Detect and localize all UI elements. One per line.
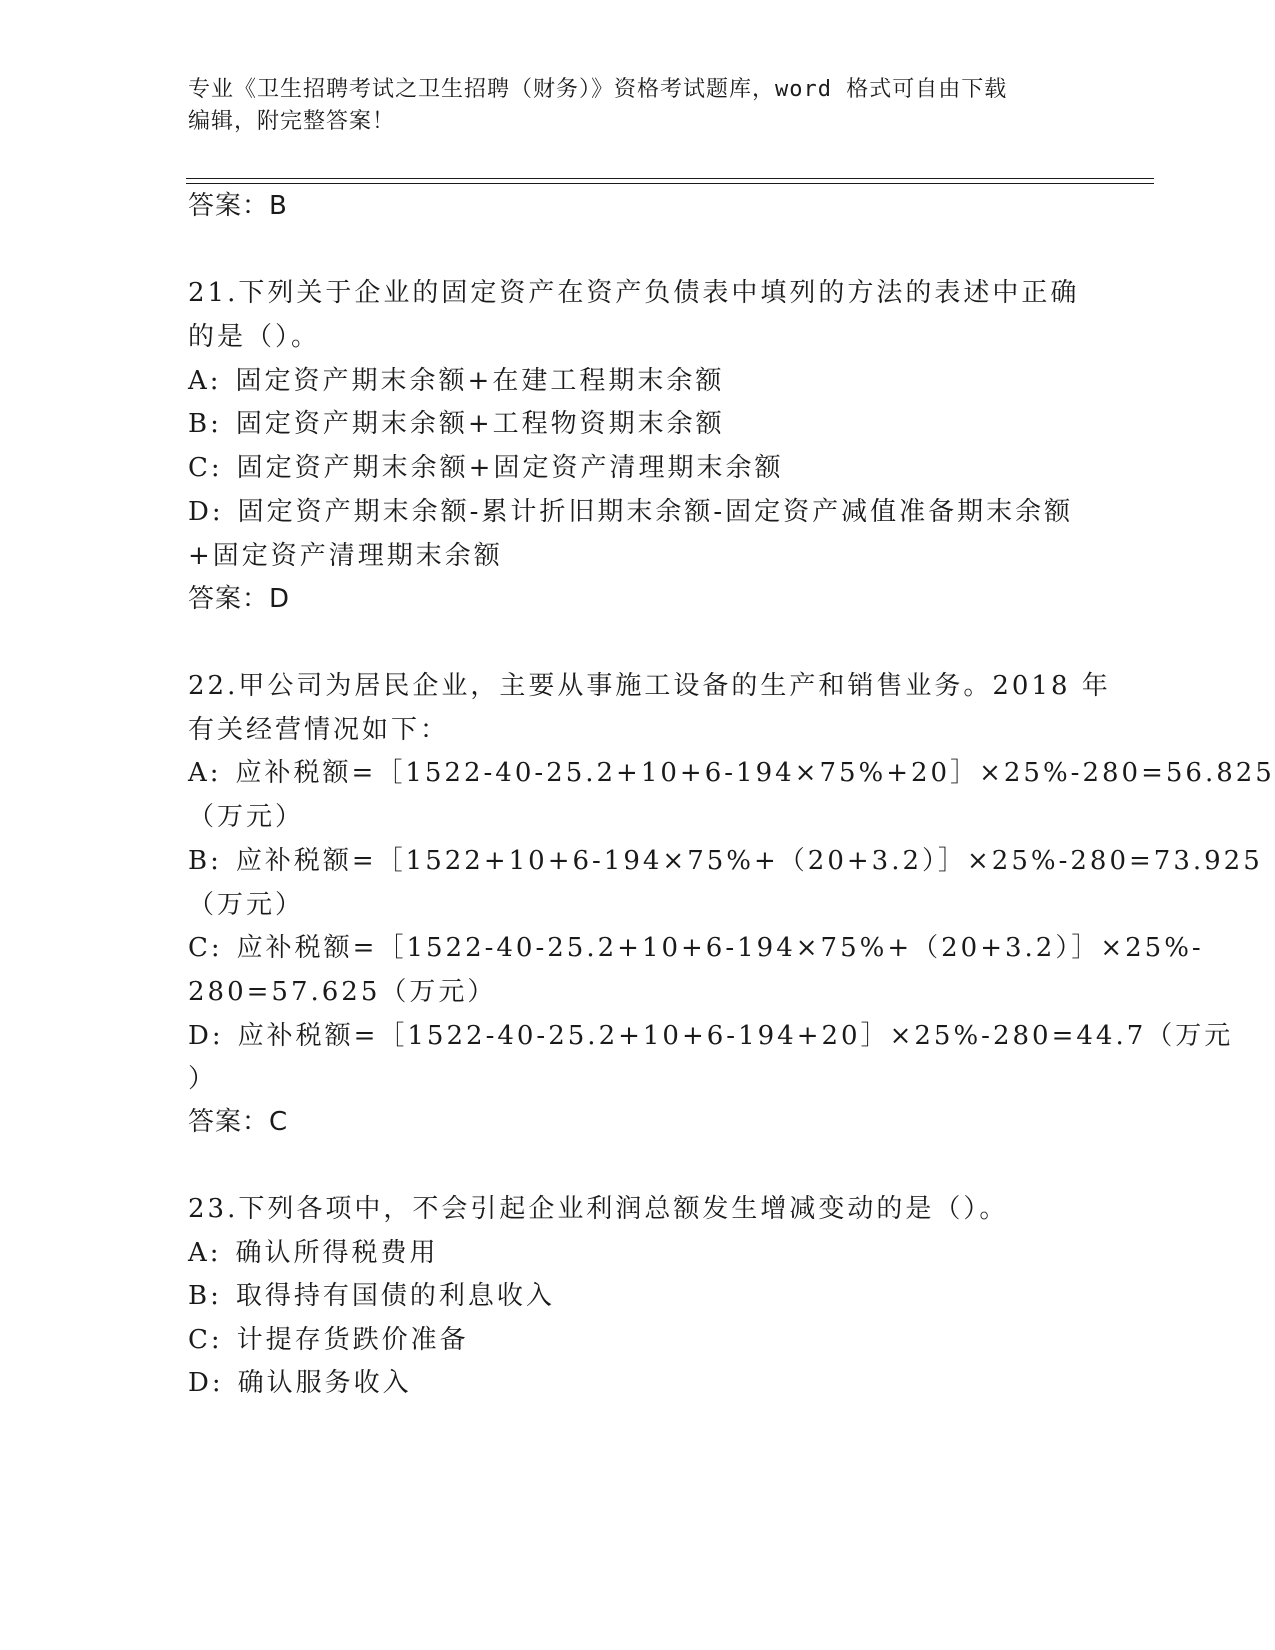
answer-line-21 bbox=[188, 578, 290, 615]
option-23-a bbox=[188, 1232, 439, 1269]
option-key: A: bbox=[188, 758, 222, 788]
document-header bbox=[188, 74, 1088, 138]
question-23-line-1: 23.下列各项中，不会引起企业利润总额发生增减变动的是（）。 bbox=[188, 1194, 1009, 1224]
option-22-b-continued: （万元） bbox=[188, 890, 305, 920]
option-21-a bbox=[188, 360, 724, 397]
answer-value: B bbox=[269, 191, 288, 221]
option-text: 确认所得税费用 bbox=[235, 1238, 439, 1268]
option-key: C: bbox=[188, 1325, 223, 1355]
header-divider bbox=[186, 178, 1154, 179]
option-key: D: bbox=[188, 497, 224, 527]
option-23-b bbox=[188, 1275, 555, 1312]
option-22-a-continued: （万元） bbox=[188, 802, 305, 832]
option-key: A: bbox=[188, 1238, 222, 1268]
question-22-line-1: 22.甲公司为居民企业，主要从事施工设备的生产和销售业务。2018 年 bbox=[188, 671, 1111, 701]
option-22-d-continued: ） bbox=[188, 1064, 218, 1094]
option-21-d bbox=[188, 491, 1073, 528]
option-text: 固定资产期末余额+在建工程期末余额 bbox=[235, 366, 725, 396]
option-key: D: bbox=[188, 1021, 224, 1051]
option-text: 应补税额=［1522-40-25.2+10+6-194×75%+（20+3.2）］×25%- bbox=[236, 933, 1204, 963]
option-21-d-continued: +固定资产清理期末余额 bbox=[188, 541, 503, 571]
option-21-c bbox=[188, 447, 783, 484]
answer-label: 答案： bbox=[188, 1107, 270, 1137]
option-key: B: bbox=[188, 846, 222, 876]
answer-line-20 bbox=[188, 185, 288, 222]
header-line-1: 专业《卫生招聘考试之卫生招聘（财务）》资格考试题库，word 格式可自由下载 bbox=[188, 77, 1008, 102]
option-key: C: bbox=[188, 453, 223, 483]
option-text: 固定资产期末余额-累计折旧期末余额-固定资产减值准备期末余额 bbox=[237, 497, 1074, 527]
option-text: 应补税额=［1522-40-25.2+10+6-194+20］×25%-280=44.7（万元 bbox=[237, 1021, 1234, 1051]
option-21-b bbox=[188, 403, 725, 440]
option-22-a bbox=[188, 752, 1275, 789]
option-text: 固定资产期末余额+固定资产清理期末余额 bbox=[236, 453, 784, 483]
option-22-c bbox=[188, 927, 1204, 964]
option-text: 应补税额=［1522+10+6-194×75%+（20+3.2）］×25%-280=73.925 bbox=[235, 846, 1263, 876]
answer-value: C bbox=[269, 1107, 289, 1137]
option-22-c-continued: 280=57.625（万元） bbox=[188, 977, 497, 1007]
option-23-d bbox=[188, 1362, 412, 1399]
answer-label: 答案： bbox=[188, 584, 270, 614]
option-text: 应补税额=［1522-40-25.2+10+6-194×75%+20］×25%-280=56.825 bbox=[235, 758, 1275, 788]
option-key: D: bbox=[188, 1368, 224, 1398]
question-21-line-1: 21.下列关于企业的固定资产在资产负债表中填列的方法的表述中正确 bbox=[188, 278, 1080, 308]
answer-label: 答案： bbox=[188, 191, 270, 221]
header-line-2: 编辑，附完整答案！ bbox=[188, 109, 396, 134]
option-key: B: bbox=[188, 409, 222, 439]
answer-line-22 bbox=[188, 1101, 288, 1138]
option-22-b bbox=[188, 840, 1263, 877]
option-23-c bbox=[188, 1319, 469, 1356]
option-text: 固定资产期末余额+工程物资期末余额 bbox=[235, 409, 725, 439]
option-text: 计提存货跌价准备 bbox=[236, 1325, 469, 1355]
option-key: B: bbox=[188, 1281, 222, 1311]
option-text: 取得持有国债的利息收入 bbox=[235, 1281, 555, 1311]
answer-value: D bbox=[269, 584, 291, 614]
option-key: C: bbox=[188, 933, 223, 963]
option-key: A: bbox=[188, 366, 222, 396]
option-22-d bbox=[188, 1015, 1233, 1052]
header-divider-second bbox=[186, 183, 1154, 184]
option-text: 确认服务收入 bbox=[237, 1368, 412, 1398]
question-21-line-2: 的是（）。 bbox=[188, 322, 321, 352]
question-22-line-2: 有关经营情况如下： bbox=[188, 715, 450, 745]
